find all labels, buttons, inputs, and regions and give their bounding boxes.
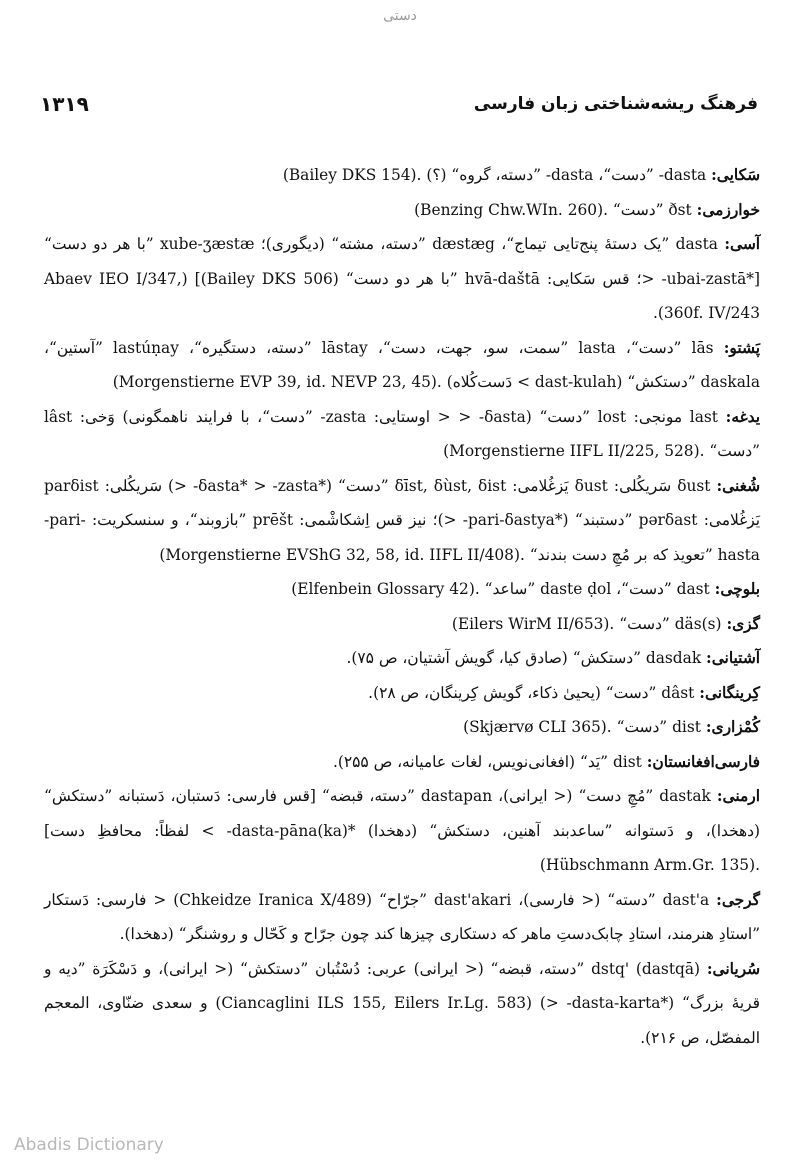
entry-syriac (44, 952, 760, 1056)
entry-khwarezmian (44, 193, 760, 228)
entry-ashtiani (44, 641, 760, 676)
entry-text: ‎dâst‎ ”دست“ (یحییٰ ذکاء، گویش کِرینگان، ص ۲۸). (368, 683, 700, 702)
entry-text: ‎dastak‎ ”مُچِ دست“ (< ایرانی)، ‎dastapan‎ ”دسته، قبضه“ [قس فارسی: دَستبان، دَستبانه ”دستکش“ (دهخدا)، و دَستوانه ”ساعدبند آهنین، دستکش“ (دهخدا) ‎< -dasta-pāna(ka)*‎ لفظاً: محافظِ دست] ‎(Hübschmann Arm.Gr. 135).‎ (44, 787, 760, 874)
watermark: Abadis Dictionary (14, 1135, 164, 1155)
entry-text: ‎-dasta‎ ”دست“، ‎-dasta‎ ”دسته، گروه“ (؟) ‎(Bailey DKS 154).‎ (282, 166, 712, 184)
entry-language: کُمْزاری: (705, 718, 760, 736)
entry-language: پَشتو: (723, 338, 760, 357)
entry-language: ارمنی: (716, 787, 760, 805)
entry-language: آسی: (724, 235, 761, 253)
entry-shughni (44, 469, 760, 573)
entry-armenian (44, 779, 760, 883)
entry-language: یدغه: (725, 407, 760, 426)
entry-language: سَکایی: (711, 166, 760, 184)
entry-balochi (44, 572, 760, 607)
entry-text: ‎dasta‎ ”یک دستهٔ پنج‌تایی تیماج“، ‎dæstæg‎ ”دسته، مشته“ (دیگوری)؛ ‎xube-ʒæstæ‎ ”با هر دو دست“ [‎> -ubai-zastā*‎؛ قس سَکایی: ‎hvā-daštā‎ ”با هر دو دست“ ‎(Bailey DKS 506)] (Abaev IEO I/347, 360f. IV/243).‎ (44, 235, 760, 322)
entry-georgian (44, 883, 760, 952)
entry-gazi (44, 607, 760, 642)
entry-text: ‎last‎ مونجی: ‎lost‎ ”دست“ (‎> -δasta‎ < اوستایی: ‎-zasta‎ ”دست“، با فرایند ناهمگونی) وَخی: ‎lâst‎ ”دست“ ‎(Morgenstierne IIFL II/225, 528).‎ (44, 407, 760, 460)
page-number: ۱۳۱۹ (40, 92, 89, 116)
book-title: فرهنگ ریشه‌شناختی زبان فارسی (473, 94, 758, 114)
entry-text: ‎dast‎ ”دست“، ‎daste ḍol‎ ”ساعد“ ‎(Elfenbein Glossary 42).‎ (291, 580, 715, 598)
entry-language: آشتیانی: (706, 649, 760, 667)
dictionary-entries (44, 158, 760, 1055)
entry-text: ‎dstq'‎ ‎(dastqā)‎ ”دسته، قبضه“ (< ایرانی) عربی: دُسْتُبان ”دستکش“ (< ایرانی)، و دَسْکَرَة ”دیه و قریهٔ بزرگ“ (‎> -dasta-karta*‎) ‎(Ciancaglini ILS 155, Eilers Ir.Lg. 583)‎ و سعدی ضنّاوی، المعجم المفصّل، ص ۲۱۶). (44, 959, 760, 1047)
entry-language: شُغنی: (716, 476, 760, 495)
entry-ossetic (44, 227, 760, 331)
entry-text: ‎ðst‎ ”دست“ ‎(Benzing Chw.WIn. 260).‎ (414, 200, 697, 219)
entry-kringani (44, 676, 760, 711)
entry-text: ‎lās‎ ”دست“، ‎lasta‎ ”سمت، سو، جهت، دست“، ‎lāstay‎ ”دسته، دستگیره“، ‎lastúṇay‎ ”آستین“، ‎daskala‎ ”دستکش“ (‎< dast-kulah‎ دَست‌کُلاه) ‎(Morgenstierne EVP 39, id. NEVP 23, 45).‎ (44, 338, 760, 391)
entry-text: ‎dasdak‎ ”دستکش“ (صادق کیا، گویش آشتیان، ص ۷۵). (346, 649, 707, 667)
entry-pashto (44, 331, 760, 400)
running-head: دستی (383, 8, 417, 24)
entry-language: فارسی‌افغانستان: (646, 752, 760, 771)
entry-saka (44, 158, 760, 193)
entry-text: ‎δust‎ سَریکُلی: ‎δust‎ یَزغُلامی: ‎δīst, δùst, δist‎ ”دست“ (‎> -δasta* > -zasta*‎) سَریکُلی: ‎parδist‎ یَزغُلامی: ‎pərδast‎ ”دستبند“ (‎> -pari-δastya*‎)؛ نیز قس اِشکاشْمی: ‎prēšt‎ ”بازوبند“، و سنسکریت: ‎-pari-hasta‎ ”تعویذ که بر مُچِ دست بندند“ ‎(Morgenstierne EVShG 32, 58, id. IIFL II/408).‎ (44, 476, 760, 564)
entry-yidgha (44, 400, 760, 469)
entry-language: خوارزمی: (696, 200, 760, 219)
page-header (40, 94, 758, 124)
entry-language: سُریانی: (706, 959, 760, 978)
entry-kumzari (44, 710, 760, 745)
entry-language: گزی: (726, 614, 760, 633)
entry-language: کِرینگانی: (699, 683, 760, 702)
entry-language: بلوچی: (714, 580, 760, 598)
entry-text: ‎dist‎ ”یَد“ (افغانی‌نویس، لغات عامیانه، ص ۲۵۵). (332, 752, 647, 771)
entry-language: گرجی: (716, 890, 760, 909)
entry-text: ‎däs(s)‎ ”دست“ ‎(Eilers WirM II/653).‎ (451, 614, 727, 633)
entry-afghan-persian (44, 745, 760, 780)
entry-text: ‎dast'a‎ ”دسته“ (< فارسی)، ‎dast'akari‎ ”جرّاح“ ‎(Chkeidze Iranica X/489)‎ < فارسی: دَستکار ”استادِ هنرمند، استادِ چابک‌دستِ ماهر که دستکاری چیزها کند چون جرّاح و کَحّال و روشنگر“ (دهخدا). (44, 890, 760, 943)
entry-text: ‎dist‎ ”دست“ ‎(Skjærvø CLI 365).‎ (463, 718, 706, 736)
